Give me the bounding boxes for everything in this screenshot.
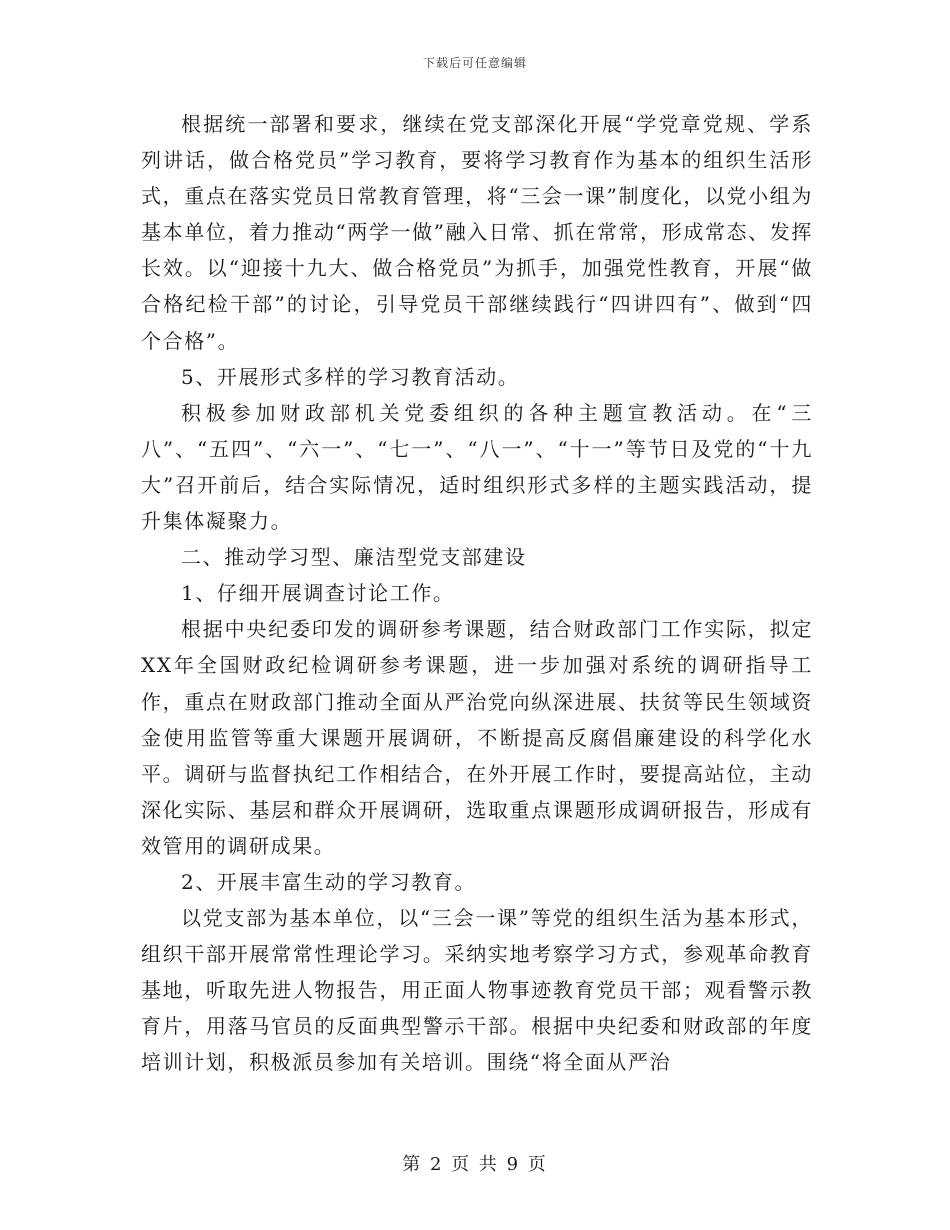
page-header: 下载后可任意编辑: [422, 56, 527, 70]
heading-item-2: 2、开展丰富生动的学习教育。: [181, 869, 477, 894]
paragraph-research-work: 根据中央纪委印发的调研参考课题，结合财政部门工作实际，拟定XX年全国财政纪检调研参考课题，进一步加强对系统的调研指导工作，重点在财政部门推动全面从严治党向纵深进展、扶贫等民生领域资金使用监管等重大课题开展调研，不断提高反腐倡廉建设的科学化水平。调研与监督执纪工作相结合，在外开展工作时，要提高站位，主动深化实际、基层和群众开展调研，选取重点课题形成调研报告，形成有效管用的调研成果。: [141, 617, 813, 858]
page-number: 第 2 页 共 9 页: [402, 1154, 548, 1175]
paragraph-learning-education: 以党支部为基本单位，以“三会一课”等党的组织生活为基本形式，组织干部开展常常性理论学习。采纳实地考察学习方式，参观革命教育基地，听取先进人物报告，用正面人物事迹教育党员干部；观看警示教育片，用落马官员的反面典型警示干部。根据中央纪委和财政部的年度培训计划，积极派员参加有关培训。围绕“将全面从严治: [141, 906, 813, 1075]
paragraph-themed-activities: 积极参加财政部机关党委组织的各种主题宣教活动。在“三八”、“五四”、“六一”、“七一”、“八一”、“十一”等节日及党的“十九大”召开前后，结合实际情况，适时组织形式多样的主题实践活动，提升集体凝聚力。: [141, 400, 813, 534]
heading-item-1: 1、仔细开展调查讨论工作。: [181, 581, 455, 606]
document-body: [141, 106, 813, 1081]
heading-item-5: 5、开展形式多样的学习教育活动。: [181, 364, 520, 389]
section-heading-2: 二、推动学习型、廉洁型党支部建设: [181, 545, 527, 570]
paragraph-study-education: 根据统一部署和要求，继续在党支部深化开展“学党章党规、学系列讲话，做合格党员”学习教育，要将学习教育作为基本的组织生活形式，重点在落实党员日常教育管理，将“三会一课”制度化，以党小组为基本单位，着力推动“两学一做”融入日常、抓在常常，形成常态、发挥长效。以“迎接十九大、做合格党员”为抓手，加强党性教育，开展“做合格纪检干部”的讨论，引导党员干部继续践行“四讲四有”、做到“四个合格”。: [141, 112, 813, 353]
